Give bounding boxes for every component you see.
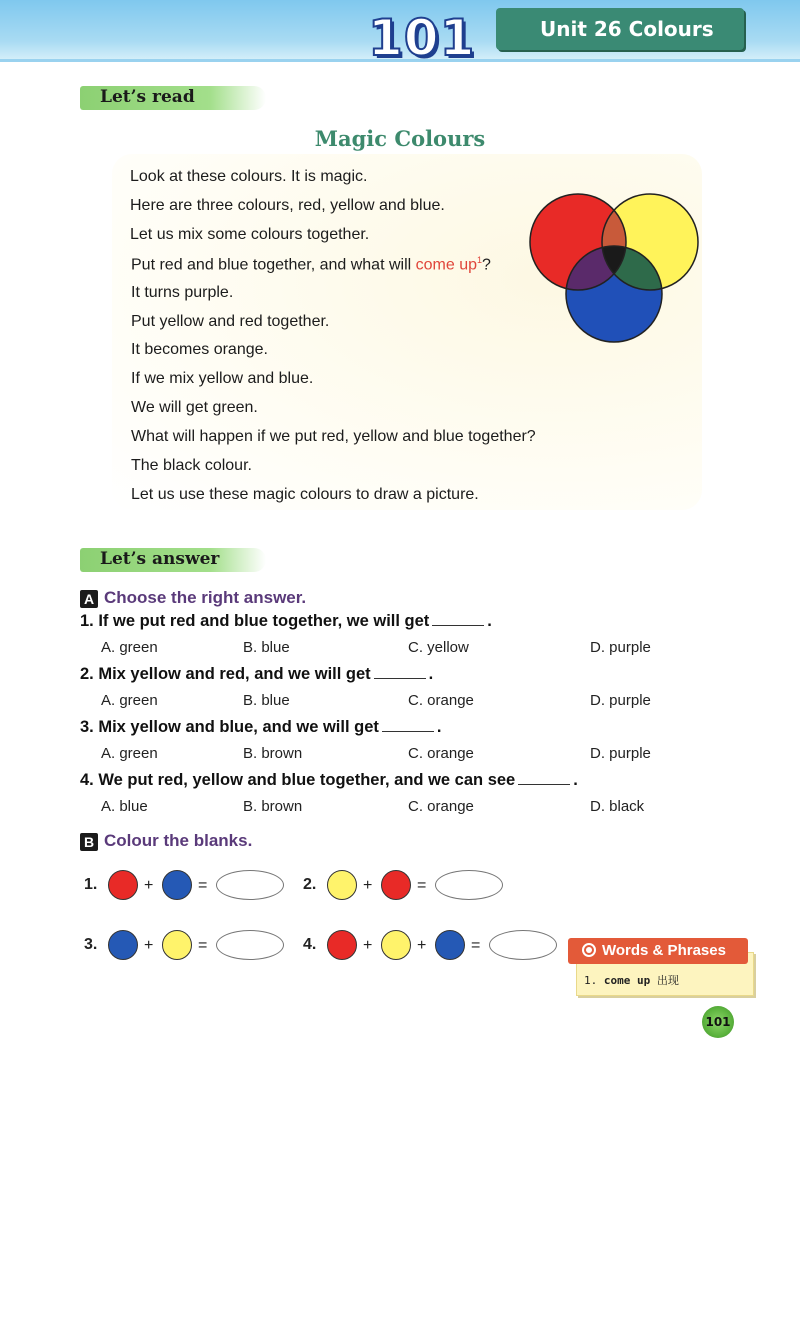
reading-line: Look at these colours. It is magic. bbox=[130, 168, 368, 185]
plus-sign: + bbox=[144, 877, 154, 894]
answer-option[interactable]: B. blue bbox=[243, 692, 290, 709]
plus-sign: + bbox=[363, 937, 373, 954]
wp-item-term: come up bbox=[603, 974, 651, 987]
question-3: 3. Mix yellow and blue, and we will get . bbox=[80, 718, 442, 736]
lets-read-tag bbox=[80, 86, 266, 110]
reading-line: What will happen if we put red, yellow and blue together? bbox=[131, 428, 536, 446]
part-b-heading bbox=[80, 831, 252, 851]
answer-blank[interactable] bbox=[518, 771, 570, 785]
unit-title-tab: Unit 26 Colours bbox=[496, 8, 744, 50]
answer-option[interactable]: D. purple bbox=[590, 639, 651, 656]
reading-line: Let us mix some colours together. bbox=[130, 225, 370, 243]
red-dot bbox=[108, 870, 138, 900]
answer-blank[interactable] bbox=[432, 612, 484, 626]
answer-blank[interactable] bbox=[382, 718, 434, 732]
lets-read-label: Let’s read bbox=[100, 87, 195, 107]
question-4: 4. We put red, yellow and blue together, and we can see . bbox=[80, 771, 578, 789]
blank-number: 1. bbox=[84, 876, 98, 893]
answer-option[interactable]: A. green bbox=[101, 639, 158, 656]
reading-line: Put yellow and red together. bbox=[131, 312, 330, 330]
equals-sign: = bbox=[471, 937, 481, 954]
answer-option[interactable]: D. purple bbox=[590, 745, 651, 762]
equals-sign: = bbox=[198, 877, 208, 894]
big-page-number: 101 bbox=[368, 9, 476, 67]
reading-line: If we mix yellow and blue. bbox=[131, 370, 314, 388]
answer-option[interactable]: D. purple bbox=[590, 692, 651, 709]
lets-answer-tag bbox=[80, 548, 266, 572]
answer-colour-oval[interactable] bbox=[216, 930, 284, 960]
highlighted-phrase: come up bbox=[415, 256, 478, 274]
plus-sign: + bbox=[144, 937, 154, 954]
answer-option[interactable]: C. orange bbox=[408, 745, 474, 762]
answer-colour-oval[interactable] bbox=[489, 930, 557, 960]
yellow-dot bbox=[162, 930, 192, 960]
blue-dot bbox=[435, 930, 465, 960]
page-number-badge: 101 bbox=[702, 1006, 734, 1038]
part-b-letter: B bbox=[80, 833, 98, 851]
target-icon bbox=[582, 943, 596, 957]
wp-item-number: 1. bbox=[584, 974, 598, 987]
yellow-dot bbox=[327, 870, 357, 900]
red-dot bbox=[327, 930, 357, 960]
question-2: 2. Mix yellow and red, and we will get . bbox=[80, 665, 434, 683]
plus-sign: + bbox=[363, 877, 373, 894]
answer-option[interactable]: C. yellow bbox=[408, 639, 469, 656]
part-a-letter: A bbox=[80, 590, 98, 608]
blank-number: 4. bbox=[303, 936, 317, 953]
reading-line: It becomes orange. bbox=[131, 341, 268, 359]
answer-option[interactable]: B. brown bbox=[243, 745, 303, 762]
answer-option[interactable]: D. black bbox=[590, 798, 645, 815]
reading-title: Magic Colours bbox=[314, 126, 486, 151]
part-a-instruction: Choose the right answer. bbox=[104, 588, 307, 607]
blank-number: 2. bbox=[303, 876, 317, 893]
reading-line: Put red and blue together, and what will come $up^1$? bbox=[131, 254, 491, 274]
blue-dot bbox=[108, 930, 138, 960]
answer-blank[interactable] bbox=[374, 665, 426, 679]
answer-colour-oval[interactable] bbox=[435, 870, 503, 900]
red-dot bbox=[381, 870, 411, 900]
answer-option[interactable]: A. green bbox=[101, 745, 158, 762]
reading-line: Let us use these magic colours to draw a picture. bbox=[131, 485, 479, 503]
blank-number: 3. bbox=[84, 936, 98, 953]
color-mixing-venn-diagram bbox=[520, 186, 710, 350]
answer-option[interactable]: A. green bbox=[101, 692, 158, 709]
reading-line: We will get green. bbox=[131, 399, 258, 417]
equals-sign: = bbox=[198, 937, 208, 954]
question-1: 1. If we put red and blue together, we will get . bbox=[80, 612, 492, 630]
part-b-instruction: Colour the blanks. bbox=[104, 831, 253, 850]
answer-option[interactable]: B. brown bbox=[243, 798, 303, 815]
answer-option[interactable]: A. blue bbox=[101, 798, 148, 815]
plus-sign: + bbox=[417, 937, 427, 954]
equals-sign: = bbox=[417, 877, 427, 894]
reading-line: The black colour. bbox=[131, 457, 252, 474]
answer-option[interactable]: C. orange bbox=[408, 798, 474, 815]
answer-option[interactable]: B. blue bbox=[243, 639, 290, 656]
words-phrases-item bbox=[584, 972, 679, 988]
answer-option[interactable]: C. orange bbox=[408, 692, 474, 709]
words-phrases-header bbox=[568, 938, 748, 964]
yellow-dot bbox=[381, 930, 411, 960]
part-a-heading bbox=[80, 588, 306, 608]
words-phrases-title: Words & Phrases bbox=[602, 942, 726, 959]
reading-line: Here are three colours, red, yellow and blue. bbox=[130, 196, 445, 214]
wp-item-meaning: 出现 bbox=[656, 974, 679, 987]
blue-dot bbox=[162, 870, 192, 900]
answer-colour-oval[interactable] bbox=[216, 870, 284, 900]
footnote-marker: 1 bbox=[477, 254, 483, 265]
lets-answer-label: Let’s answer bbox=[100, 549, 220, 569]
reading-line: It turns purple. bbox=[131, 283, 234, 301]
